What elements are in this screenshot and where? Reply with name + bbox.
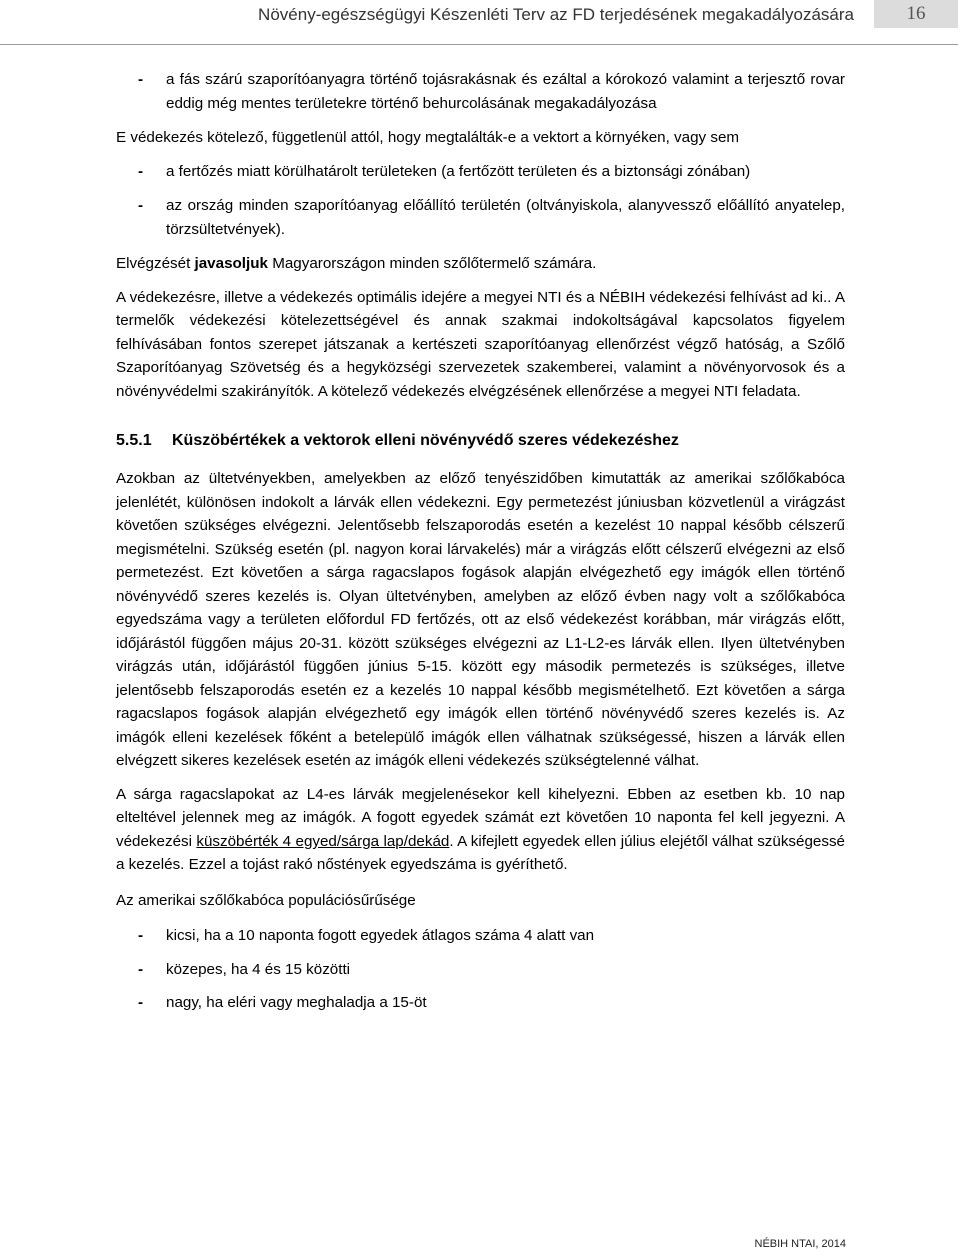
paragraph-nti: A védekezésre, illetve a védekezés optimális idejére a megyei NTI és a NÉBIH védekezési felhívást ad ki.. A termelők védekezési kötelezettségével és annak szakmai indokoltságával kapcsolatos figyelem felhívásában fontos szerepet játszanak a kertészeti szaporítóanyag ellenőrzést végző hatóság, a Szőlő Szaporítóanyag Szövetség és a hegyközségi szervezetek szakemberei, valamint a növényorvosok és a növényvédelmi szakirányítók. A kötelező védekezés elvégzésének ellenőrzése a megyei NTI feladata.	[116, 288, 845, 400]
list-item	[116, 991, 845, 1015]
page-footer: NÉBIH NTAI, 2014	[754, 1238, 846, 1250]
bullet-dash: -	[138, 927, 144, 944]
bullet-dash: -	[138, 162, 144, 180]
header-divider	[0, 44, 958, 45]
list-item	[116, 924, 845, 948]
list-item	[116, 160, 845, 184]
list-item-text: az ország minden szaporítóanyag előállító területén (oltványiskola, alanyvessző előállító anyatelep, törzsültetvények).	[166, 197, 845, 238]
page-number-badge: 16	[874, 0, 958, 28]
page-header	[0, 0, 960, 46]
list-item	[116, 194, 845, 241]
threshold-underlined: küszöbérték 4 egyed/sárga lap/dekád	[196, 832, 450, 850]
list-item-text: kicsi, ha a 10 naponta fogott egyedek átlagos száma 4 alatt van	[166, 927, 595, 944]
list-item-text: a fás szárú szaporítóanyagra történő tojásrakásnak és ezáltal a kórokozó valamint a terjesztő rovar eddig még mentes területekre történő behurcolásának megakadályozása	[166, 71, 845, 112]
section-number: 5.5.1	[116, 432, 152, 449]
list-item-text: nagy, ha eléri vagy meghaladja a 15-öt	[166, 994, 427, 1011]
trap-post: . A kifejlett egyedek ellen július elejétől válhat szükségessé a kezelés. Ezzel a tojást rakó nőstények egyedszáma is gyéríthető.	[116, 832, 845, 873]
document-body	[116, 68, 845, 1026]
paragraph-recommend	[116, 252, 845, 276]
paragraph-mandatory: E védekezés kötelező, függetlenül attól, hogy megtalálták-e a vektort a környéken, vagy sem	[116, 129, 740, 146]
list-item-text: közepes, ha 4 és 15 közötti	[166, 960, 351, 978]
recommend-post: Magyarországon minden szőlőtermelő számára.	[267, 255, 597, 272]
trap-pre: A sárga ragacslapokat az L4-es lárvák megjelenésekor kell kihelyezni. Ebben az esetben kb. 10 nap elteltével jelennek meg az imágók. A fogott egyedek számát ezt követően 10 naponta fel kell jegyezni. A védekezési	[116, 785, 845, 850]
paragraph-trap	[116, 783, 845, 877]
recommend-pre: Elvégzését	[116, 255, 195, 272]
bullet-dash: -	[138, 71, 144, 88]
paragraph-main: Azokban az ültetvényekben, amelyekben az előző tenyészidőben kimutatták az amerikai szőlőkabóca jelenlétét, különösen indokolt a lárvák ellen védekezni. Egy permetezést júniusban közvetlenül a virágzást követően szükséges elvégezni. Jelentősebb felszaporodás esetén a kezelést 10 nappal később célszerű megismételni. Szükség esetén (pl. nagyon korai lárvakelés) már a virágzás előtt célszerű elvégezni az első permetezést. Ezt követően a sárga ragacslapos fogások alapján elvégezhető egy imágók ellen történő növényvédő szeres kezelés is. Olyan ültetvényben, amelyben az előző évben nagy volt a szőlőkabóca egyedszáma vagy a területen előfordul FD fertőzés, ott az első védekezést korábban, már virágzás előtt, időjárástól függően május 20-31. között szükséges elvégezni az L1-L2-es lárvák ellen. Ilyen ültetvényben virágzás után, időjárástól függően június 5-15. között egy második permetezés is szükséges, illetve jelentősebb felszaporodás esetén ez a kezelés 10 nappal később megismételhető. Ezt követően a sárga ragacslapos fogások alapján elvégezhető egy imágók ellen történő növényvédő szeres kezelés is. Az imágók elleni kezelések főként a betelepülő imágók ellen válhatnak szükségessé, hiszen a lárvák ellen elvégzett sikeres kezelések esetén az imágók elleni védekezés szükségtelenné válhat.	[116, 470, 845, 769]
recommend-bold: javasoljuk	[194, 255, 268, 272]
paragraph-density: Az amerikai szőlőkabóca populációsűrűsége	[116, 891, 416, 909]
list-item	[116, 958, 845, 982]
bullet-dash: -	[138, 197, 144, 214]
bullet-dash: -	[138, 994, 144, 1011]
section-title: Küszöbértékek a vektorok elleni növényvédő szeres védekezéshez	[172, 432, 679, 449]
list-item	[116, 68, 845, 115]
section-heading	[116, 429, 845, 453]
header-title: Növény-egészségügyi Készenléti Terv az FD terjedésének megakadályozására	[258, 5, 854, 24]
bullet-dash: -	[138, 960, 144, 978]
list-item-text: a fertőzés miatt körülhatárolt területeken (a fertőzött területen és a biztonsági zónában)	[166, 162, 751, 180]
